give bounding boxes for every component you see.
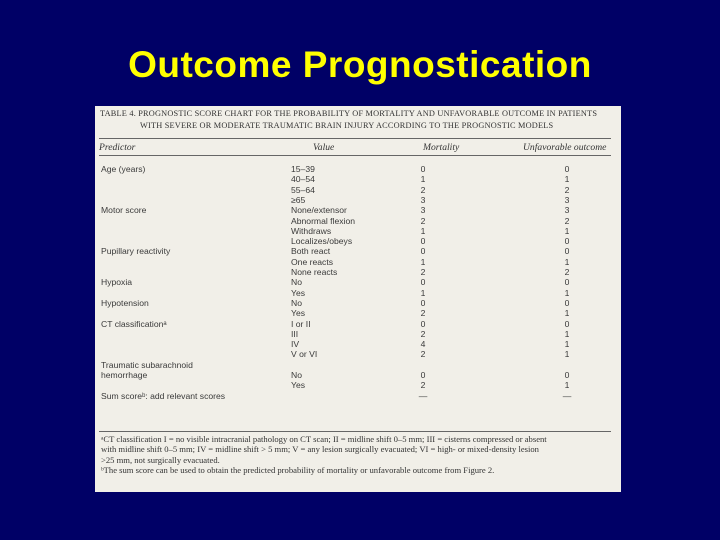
cell-unfavorable: 3 — [564, 194, 570, 205]
cell-predictor: Hypoxia — [101, 277, 133, 288]
scanned-table — [95, 106, 621, 492]
cell-unfavorable: 3 — [564, 205, 570, 216]
cell-mortality: 0 — [420, 370, 426, 380]
cell-value: None/extensor — [291, 205, 347, 216]
cell-mortality: 0 — [420, 318, 426, 329]
table-row — [95, 277, 621, 287]
cell-mortality: 1 — [420, 287, 426, 298]
table-caption-line-1: TABLE 4. PROGNOSTIC SCORE CHART FOR THE PROBABILITY OF MORTALITY AND UNFAVORABLE OUTCOME IN PATIENTS — [100, 109, 598, 118]
cell-mortality: 1 — [420, 225, 426, 236]
table-row — [95, 257, 621, 267]
cell-mortality: 3 — [420, 205, 426, 216]
cell-value: None reacts — [291, 267, 338, 277]
table-row — [95, 195, 621, 205]
cell-value: Abnormal flexion — [291, 215, 356, 226]
header-mortality: Mortality — [423, 142, 460, 153]
header-rule — [99, 155, 611, 156]
cell-value: IV — [291, 339, 300, 350]
cell-value: V or VI — [291, 349, 318, 360]
table-row — [95, 185, 621, 195]
cell-value: Both react — [291, 246, 331, 257]
cell-predictor: Pupillary reactivity — [101, 246, 171, 257]
table-row — [95, 267, 621, 277]
cell-mortality: 2 — [420, 328, 426, 339]
cell-mortality: 0 — [420, 164, 426, 174]
footnote-rule — [99, 431, 611, 432]
cell-unfavorable: 1 — [564, 174, 570, 185]
cell-unfavorable: 1 — [564, 225, 570, 236]
table-row — [95, 391, 621, 401]
footnote-line-2: with midline shift 0–5 mm; IV = midline shift > 5 mm; V = any lesion surgically evacuated; VI = high- or mixed-density lesion — [101, 444, 539, 455]
cell-mortality: 0 — [420, 297, 426, 308]
cell-value: Yes — [291, 308, 306, 319]
footnote-line-4: ᵇThe sum score can be used to obtain the predicted probability of mortality or unfavorable outcome from Figure 2. — [101, 465, 495, 476]
table-row — [95, 246, 621, 256]
cell-unfavorable: 0 — [564, 277, 570, 288]
cell-value: 15–39 — [291, 164, 315, 174]
cell-unfavorable: 1 — [564, 380, 570, 391]
cell-value: 55–64 — [291, 184, 315, 195]
cell-mortality: 1 — [420, 256, 426, 267]
cell-unfavorable: 0 — [564, 236, 570, 247]
cell-predictor: Motor score — [101, 205, 147, 216]
cell-mortality: 2 — [420, 349, 426, 360]
cell-predictor: Traumatic subarachnoid — [101, 359, 193, 370]
table-row — [95, 349, 621, 359]
cell-unfavorable: 1 — [564, 287, 570, 298]
cell-value: Withdraws — [291, 225, 332, 236]
cell-unfavorable: 1 — [564, 328, 570, 339]
cell-unfavorable: — — [562, 390, 572, 401]
cell-mortality: 2 — [420, 380, 426, 391]
cell-value: I or II — [291, 318, 311, 329]
table-row — [95, 360, 621, 370]
cell-value: Yes — [291, 287, 306, 298]
cell-mortality: 0 — [420, 236, 426, 247]
header-value: Value — [313, 142, 335, 153]
cell-value: Yes — [291, 380, 306, 391]
table-caption-line-2: WITH SEVERE OR MODERATE TRAUMATIC BRAIN INJURY ACCORDING TO THE PROGNOSTIC MODELS — [140, 121, 554, 130]
cell-mortality: 0 — [420, 246, 426, 257]
cell-predictor: Hypotension — [101, 297, 149, 308]
cell-unfavorable: 2 — [564, 184, 570, 195]
table-footnotes — [101, 434, 616, 476]
cell-mortality: 2 — [420, 215, 426, 226]
cell-value: III — [291, 328, 299, 339]
cell-unfavorable: 2 — [564, 215, 570, 226]
footnote-line-1: ᵃCT classification I = no visible intracranial pathology on CT scan; II = midline shift 0–5 mm; III = cisterns compressed or absent — [101, 434, 547, 444]
table-row — [95, 319, 621, 329]
table-row — [95, 164, 621, 174]
table-row — [95, 370, 621, 380]
cell-value: No — [291, 277, 302, 288]
cell-value: No — [291, 370, 302, 380]
table-caption — [100, 108, 612, 132]
header-unfavorable-outcome: Unfavorable outcome — [523, 142, 607, 153]
cell-unfavorable: 0 — [564, 370, 570, 380]
footnote-line-3: >25 mm, not surgically evacuated. — [101, 454, 220, 465]
cell-mortality: — — [418, 390, 428, 401]
cell-mortality: 0 — [420, 277, 426, 288]
cell-mortality: 1 — [420, 174, 426, 185]
slide-title: Outcome Prognostication — [128, 44, 592, 85]
table-row — [95, 298, 621, 308]
table-top-rule — [99, 138, 611, 139]
table-row — [95, 380, 621, 390]
cell-value: 40–54 — [291, 174, 315, 185]
cell-unfavorable: 1 — [564, 339, 570, 350]
cell-unfavorable: 0 — [564, 246, 570, 257]
cell-value: Localizes/obeys — [291, 236, 353, 247]
cell-predictor: Sum scoreᵇ: add relevant scores — [101, 390, 226, 401]
cell-mortality: 4 — [420, 339, 426, 350]
cell-unfavorable: 1 — [564, 256, 570, 267]
cell-unfavorable: 1 — [564, 349, 570, 360]
cell-predictor: CT classificationᵃ — [101, 318, 167, 329]
cell-mortality: 2 — [420, 308, 426, 319]
cell-mortality: 2 — [420, 267, 426, 277]
cell-unfavorable: 0 — [564, 164, 570, 174]
cell-mortality: 3 — [420, 194, 426, 205]
table-row — [95, 339, 621, 349]
table-row — [95, 236, 621, 246]
table-row — [95, 174, 621, 184]
table-row — [95, 288, 621, 298]
table-row — [95, 308, 621, 318]
header-predictor: Predictor — [99, 142, 136, 153]
cell-mortality: 2 — [420, 184, 426, 195]
table-row — [95, 216, 621, 226]
cell-unfavorable: 1 — [564, 308, 570, 319]
cell-predictor: hemorrhage — [101, 370, 148, 380]
table-row — [95, 329, 621, 339]
table-row — [95, 226, 621, 236]
cell-value: One reacts — [291, 256, 334, 267]
cell-unfavorable: 0 — [564, 318, 570, 329]
cell-value: ≥65 — [291, 194, 306, 205]
cell-unfavorable: 2 — [564, 267, 570, 277]
cell-unfavorable: 0 — [564, 297, 570, 308]
table-row — [95, 205, 621, 215]
cell-predictor: Age (years) — [101, 164, 146, 174]
cell-value: No — [291, 297, 302, 308]
